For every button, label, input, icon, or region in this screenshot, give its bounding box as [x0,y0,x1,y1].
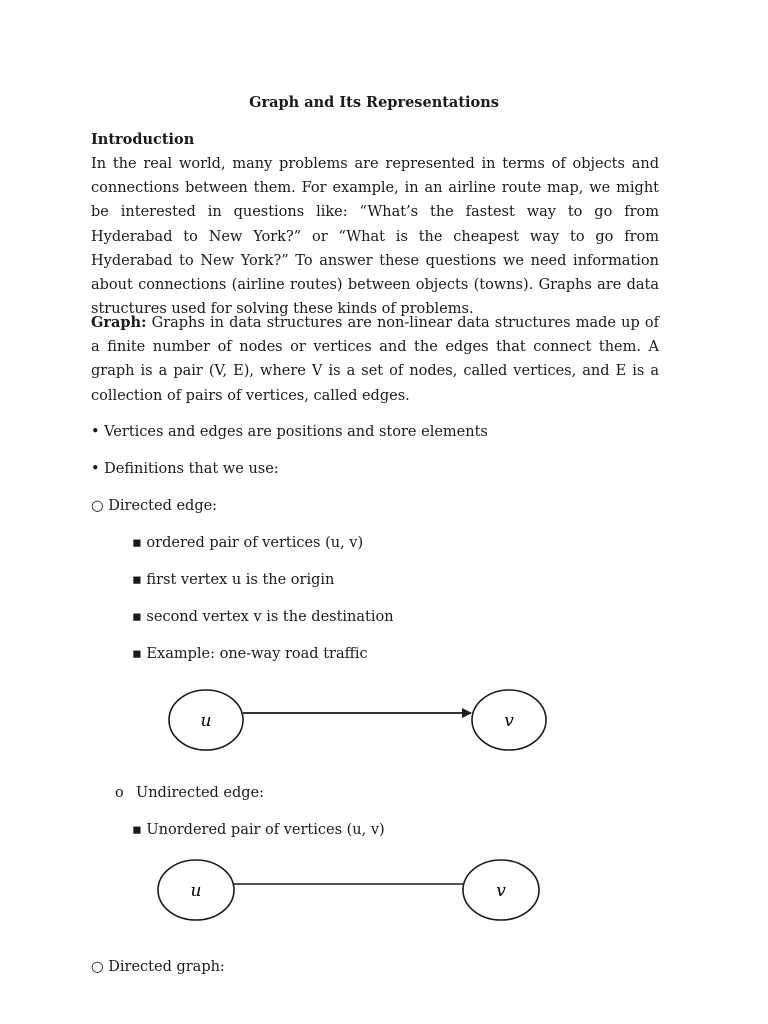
directed-graph-heading: ○ Directed graph: [91,959,225,975]
undirected-node-u-label: u [190,881,202,901]
directed-node-u-label: u [200,711,212,731]
directed-node-v-label: v [504,711,514,731]
undirected-node-v-label: v [496,881,506,901]
introduction-heading: Introduction [91,131,195,148]
directed-item-destination: ▪ second vertex v is the destination [132,609,394,625]
directed-item-origin: ▪ first vertex u is the origin [132,572,335,588]
directed-edge-heading: ○ Directed edge: [91,498,218,514]
bullet-definitions: • Definitions that we use: [91,461,279,477]
undirected-edge-heading: Undirected edge: [136,785,265,801]
introduction-paragraph: In the real world, many problems are represented in terms of objects and connections between them. For example, in an airline route map, we might be interested in questions like: “What’s the fastest way to go from Hyderabad to New York?” or “What is the cheapest way to go from Hyderabad to New York?” To answer these questions we need information about connections (airline routes) between objects (towns). Graphs are data structures used for solving these kinds of problems. [91,156,659,318]
directed-edge-diagram [169,690,546,750]
directed-item-example: ▪ Example: one-way road traffic [132,646,368,662]
graph-term: Graph: [91,314,147,331]
bullet-vertices-edges: • Vertices and edges are positions and store elements [91,424,488,440]
undirected-edge-marker: o [115,785,124,801]
undirected-item-unordered-pair: ▪ Unordered pair of vertices (u, v) [132,822,385,838]
graph-definition-text: Graphs in data structures are non-linear data structures made up of a finite number of nodes or vertices and the edges that connect them. A graph is a pair (V, E), where V is a set of nodes, called vertices, and E is a collection of pairs of vertices, called edges. [91,315,659,404]
page-title: Graph and Its Representations [249,94,499,111]
directed-item-ordered-pair: ▪ ordered pair of vertices (u, v) [132,535,364,551]
undirected-edge-diagram [158,860,539,920]
